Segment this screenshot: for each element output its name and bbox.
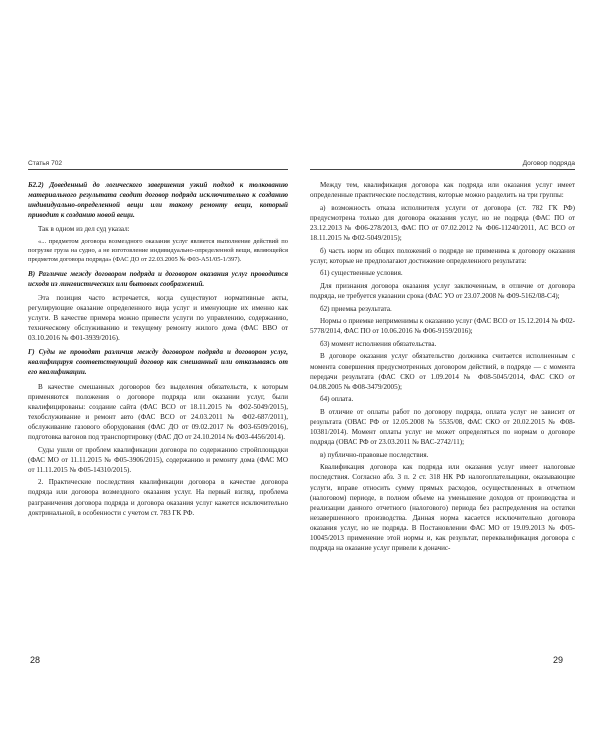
right-page-text <box>310 170 575 553</box>
paragraph: В) Различие между договором подряда и договором оказания услуг проводится исходя из лингвистических или бытовых соображений. <box>28 269 288 288</box>
paragraph: В договоре оказания услуг обязательство должника считается исполненным с момента совершения предусмотренных договором действий, в подряде — с момента передачи результата (ФАС СКО от 1.09.2014 № Ф08-5045/2014, ФАС СКО от 04.08.2005 № Ф08-3479/2005); <box>310 352 575 391</box>
paragraph: Г) Суды не проводят различия между договором подряда и договором услуг, квалифицируя соответствующий договор как смешанный или отказываясь от его квалификации. <box>28 348 288 377</box>
paragraph: б) часть норм из общих положений о подряде не применима к договору оказания услуг, которые не предполагают достижение определенного результата: <box>310 246 575 265</box>
paragraph: б2) приемка результата. <box>320 304 392 313</box>
header-article: Статья 702 <box>28 160 63 167</box>
paragraph: Так в одном из дел суд указал: <box>38 225 130 234</box>
paragraph: В качестве смешанных договоров без выделения обязательств, к которым применяются положения о договоре подряда или оказании услуг, были квалифицированы: создание сайта (ФАС ВСО от 18.11.2015 № Ф02-5049/2015), техобслуживание и ремонт авто (ФАС ВСО от 24.03.2011 № Ф02-687/2011), обслуживание газового оборудования (ФАС ДО от 09.02.2017 № Ф03-6509/2016), подготовка вагонов под транспортировку (ФАС ДО от 24.10.2014 № Ф03-4456/2014). <box>28 382 288 441</box>
right-page <box>310 160 575 650</box>
paragraph: в) публично-правовые последствия. <box>320 450 429 459</box>
running-header <box>28 160 288 170</box>
paragraph: б4) оплата. <box>320 395 354 404</box>
paragraph: Эта позиция часто встречается, когда существуют нормативные акты, регулирующие оказание определенного вида услуг и именующие их именно как услуги. В качестве примера можно привести услуги по управлению, содержанию, техническому обслуживанию и текущему ремонту жилого дома (ФАС ВВО от 03.10.2016 № Ф01-3939/2016). <box>28 293 288 343</box>
paragraph: Нормы о приемке неприменимы к оказанию услуг (ФАС ВСО от 15.12.2014 № Ф02-5778/2014, ФАС ПО от 10.06.2016 № Ф06-9159/2016); <box>310 317 575 336</box>
running-header <box>310 160 575 170</box>
paragraph: 2. Практические последствия квалификации договора в качестве договора подряда или договора возмездного оказания услуг. На первый взгляд, проблема разграничения договора подряда и договора оказания услуг кажется исключительно доктринальной, в особенности с учетом ст. 783 ГК РФ. <box>28 478 288 517</box>
quote-paragraph: «... предметом договора возмездного оказания услуг является выполнение действий по погрузке груза на судно, а не изготовление индивидуально-определенной вещи, являющейся предметом договора подряда» (ФАС ДО от 22.03.2005 № Ф03-А51/05-1/397). <box>28 237 288 264</box>
paragraph: Суды ушли от проблем квалификации договора по содержанию стройплощадки (ФАС МО от 11.11.2015 № Ф05-3906/2015), содержанию и ремонту дома (ФАС МО от 11.11.2015 № Ф05-14310/2015). <box>28 445 288 474</box>
paragraph: а) возможность отказа исполнителя услуги от договора (ст. 782 ГК РФ) предусмотрена только для договора оказания услуг, но не подряда (ФАС ПО от 23.12.2013 № Ф06-278/2013, ФАС ПО от 07.02.2012 № Ф06-11240/2011, АС ВСО от 18.11.2015 № Ф02-5049/2015); <box>310 203 575 242</box>
paragraph: б3) момент исполнения обязательства. <box>320 339 437 348</box>
paragraph: Между тем, квалификация договора как подряда или оказания услуг имеет определенные практические последствия, которые можно разделить на три группы: <box>310 181 575 200</box>
paragraph: В отличие от оплаты работ по договору подряда, оплата услуг не зависит от результата (ОВАС РФ от 12.05.2008 № 5535/08, ФАС СКО от 20.02.2015 № Ф08-10381/2014). Момент оплаты услуг не может определяться по нормам о договоре подряда (ОВАС РФ от 23.03.2011 № ВАС-2742/11); <box>310 407 575 447</box>
page-number-right: 29 <box>553 655 564 665</box>
page-number-left: 28 <box>30 655 41 665</box>
header-chapter: Договор подряда <box>522 160 575 167</box>
paragraph: Б2.2) Доведенный до логического завершения узкий подход к толкованию материального результата сводит договор подряда исключительно к созданию индивидуально-определенной вещи или такому ремонту вещи, который приводит к созданию новой вещи. <box>28 181 288 220</box>
paragraph: Для признания договора оказания услуг заключенным, в отличие от договора подряда, не требуется указании срока (ФАС УО от 23.07.2008 № Ф09-5162/08-С4); <box>310 281 575 300</box>
paragraph: Квалификация договора как подряда или оказания услуг имеет налоговые последствия. Согласно абз. 3 п. 2 ст. 318 НК РФ налогоплательщики, оказывающие услуги, вправе относить сумму прямых расходов, осуществленных в отчетном (налоговом) периоде, в полном объеме на уменьшение доходов от производства и реализации данного отчетного (налогового) периода без распределения на остатки незавершенного производства. Данная норма касается исключительно договора оказания услуг, но не подряда. В Постановлении ФАС МО от 19.09.2013 № Ф05-10045/2013 применение этой нормы и, как результат, переквалификация договора с подряда на оказание услуг привели к доначис- <box>310 463 575 553</box>
paragraph: б1) существенные условия. <box>320 269 403 278</box>
left-page <box>28 160 288 650</box>
left-page-text <box>28 170 288 518</box>
